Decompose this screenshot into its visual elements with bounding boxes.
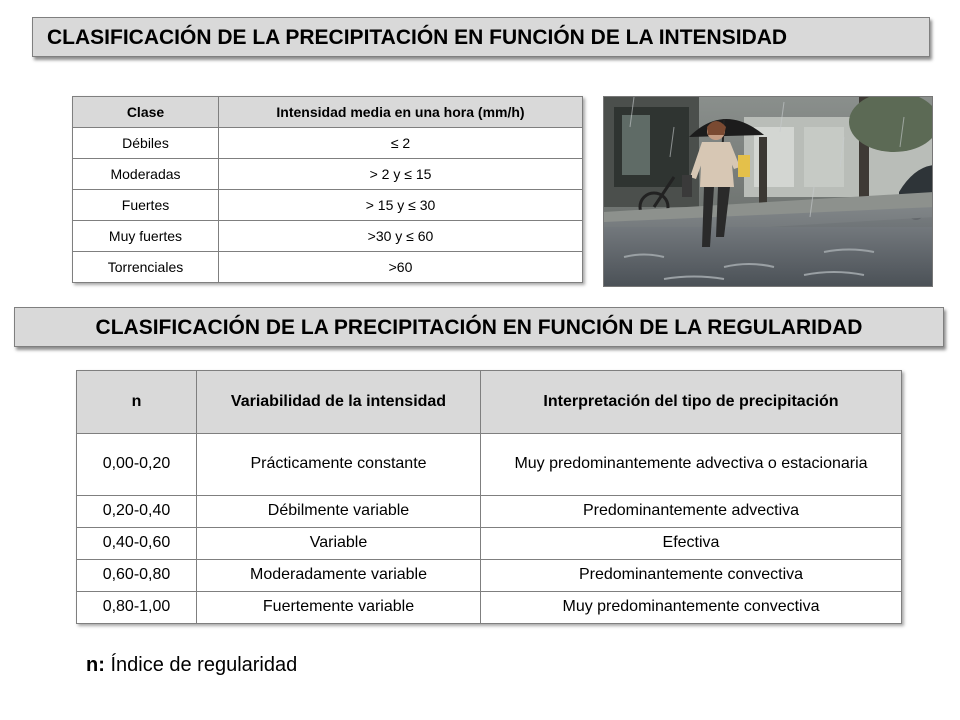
table-cell: >60 <box>219 252 583 283</box>
table-row <box>73 159 583 190</box>
rain-photo-woman-umbrella-icon <box>604 97 933 287</box>
table-row <box>77 528 902 560</box>
table-cell: Débiles <box>73 128 219 159</box>
table-cell: Moderadas <box>73 159 219 190</box>
column-header: Interpretación del tipo de precipitación <box>481 371 902 434</box>
table-row <box>77 592 902 624</box>
table-cell: > 15 y ≤ 30 <box>219 190 583 221</box>
regularity-table <box>76 370 902 624</box>
column-header: Clase <box>73 97 219 128</box>
table-cell: 0,60-0,80 <box>77 560 197 592</box>
table-cell: 0,40-0,60 <box>77 528 197 560</box>
intensity-table <box>72 96 583 283</box>
footnote-label: n: <box>86 654 105 676</box>
table-cell: Muy predominantemente advectiva o estacionaria <box>481 434 902 496</box>
table-cell: Muy fuertes <box>73 221 219 252</box>
title-regularity <box>14 307 944 347</box>
table-row <box>73 252 583 283</box>
table-cell: 0,20-0,40 <box>77 496 197 528</box>
table-cell: Efectiva <box>481 528 902 560</box>
table-header-row <box>73 97 583 128</box>
table-cell: Muy predominantemente convectiva <box>481 592 902 624</box>
table-cell: Débilmente variable <box>197 496 481 528</box>
footnote-text: Índice de regularidad <box>104 654 298 676</box>
table-row <box>77 560 902 592</box>
title-regularity-text: CLASIFICACIÓN DE LA PRECIPITACIÓN EN FUNCIÓN DE LA REGULARIDAD <box>95 315 863 339</box>
table-cell: ≤ 2 <box>219 128 583 159</box>
rain-photo <box>603 96 933 287</box>
table-cell: 0,00-0,20 <box>77 434 197 496</box>
footnote <box>86 654 297 677</box>
table-cell: Prácticamente constante <box>197 434 481 496</box>
column-header: n <box>77 371 197 434</box>
table-row <box>77 496 902 528</box>
table-cell: Fuertemente variable <box>197 592 481 624</box>
table-cell: > 2 y ≤ 15 <box>219 159 583 190</box>
table-cell: Fuertes <box>73 190 219 221</box>
table-row <box>73 190 583 221</box>
table-cell: Torrenciales <box>73 252 219 283</box>
column-header: Variabilidad de la intensidad <box>197 371 481 434</box>
table-cell: Variable <box>197 528 481 560</box>
table-cell: Predominantemente advectiva <box>481 496 902 528</box>
table-header-row <box>77 371 902 434</box>
title-intensity-text: CLASIFICACIÓN DE LA PRECIPITACIÓN EN FUNCIÓN DE LA INTENSIDAD <box>47 25 788 49</box>
column-header: Intensidad media en una hora (mm/h) <box>219 97 583 128</box>
title-intensity <box>32 17 930 57</box>
table-row <box>77 434 902 496</box>
table-cell: Moderadamente variable <box>197 560 481 592</box>
table-cell: Predominantemente convectiva <box>481 560 902 592</box>
table-row <box>73 221 583 252</box>
table-cell: 0,80-1,00 <box>77 592 197 624</box>
table-cell: >30 y ≤ 60 <box>219 221 583 252</box>
table-row <box>73 128 583 159</box>
